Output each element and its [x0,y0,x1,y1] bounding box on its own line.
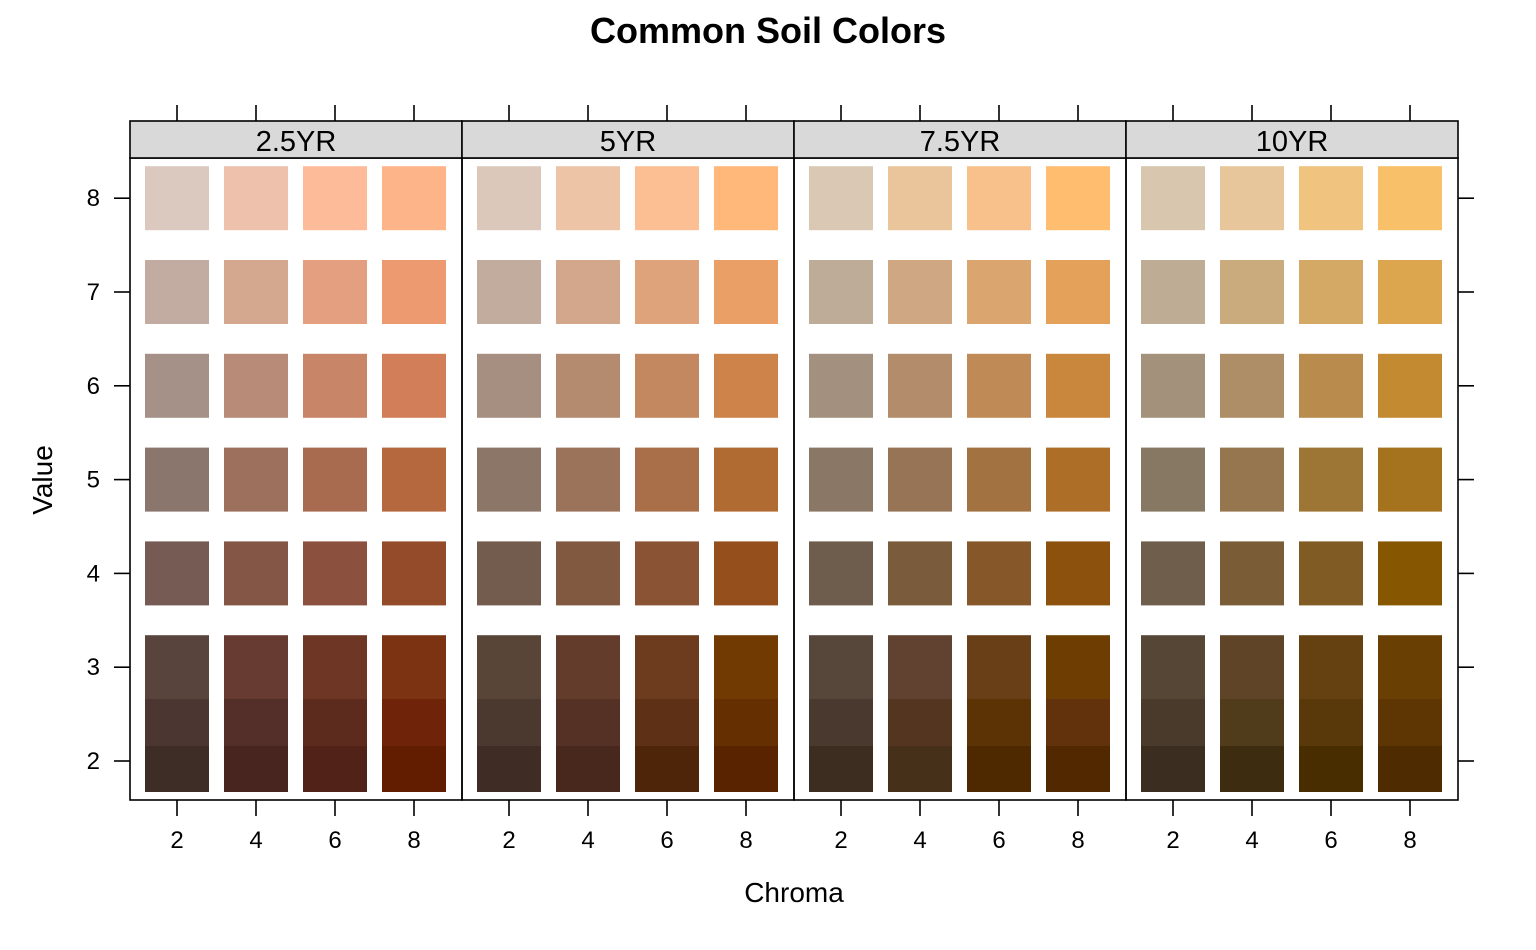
swatch-2_5yr-v8-c4 [224,166,288,230]
y-tick-label-2: 2 [86,748,100,775]
swatch-10yr-v5-c2 [1141,448,1205,512]
x-tick-label-10yr-4: 4 [1245,827,1259,854]
swatch-7_5yr-v2-c2 [809,746,873,792]
swatch-10yr-v2-c4 [1220,746,1284,792]
swatch-5yr-v7-c8 [714,260,778,324]
swatch-7_5yr-v2_5-c2 [809,699,873,747]
swatch-7_5yr-v6-c6 [967,354,1031,418]
swatch-10yr-v8-c6 [1299,166,1363,230]
x-tick-label-7_5yr-6: 6 [992,827,1006,854]
swatch-5yr-v2_5-c6 [635,699,699,747]
swatch-10yr-v3-c2 [1141,635,1205,699]
x-tick-label-10yr-6: 6 [1324,827,1338,854]
swatch-7_5yr-v8-c4 [888,166,952,230]
swatch-7_5yr-v5-c6 [967,448,1031,512]
swatch-2_5yr-v3-c8 [382,635,446,699]
y-tick-label-8: 8 [86,185,100,213]
x-tick-label-2_5yr-6: 6 [328,827,342,854]
swatch-10yr-v6-c6 [1299,354,1363,418]
swatch-7_5yr-v5-c4 [888,448,952,512]
swatch-7_5yr-v4-c4 [888,541,952,605]
swatch-7_5yr-v4-c6 [967,541,1031,605]
swatch-7_5yr-v4-c2 [809,541,873,605]
swatch-10yr-v7-c2 [1141,260,1205,324]
swatch-2_5yr-v4-c4 [224,541,288,605]
swatch-2_5yr-v5-c8 [382,448,446,512]
swatch-7_5yr-v7-c2 [809,260,873,324]
swatch-10yr-v2_5-c8 [1378,699,1442,747]
swatch-10yr-v5-c4 [1220,448,1284,512]
x-tick-label-10yr-2: 2 [1166,827,1180,854]
swatch-5yr-v5-c2 [477,448,541,512]
y-tick-label-4: 4 [86,560,100,588]
swatch-5yr-v8-c6 [635,166,699,230]
swatch-10yr-v6-c2 [1141,354,1205,418]
swatch-7_5yr-v3-c8 [1046,635,1110,699]
y-axis-label: Value [27,445,58,515]
y-tick-label-3: 3 [86,654,100,682]
x-tick-label-5yr-6: 6 [660,827,674,854]
swatch-7_5yr-v7-c8 [1046,260,1110,324]
swatch-10yr-v8-c8 [1378,166,1442,230]
y-tick-label-7: 7 [86,279,100,306]
swatch-7_5yr-v6-c4 [888,354,952,418]
swatch-7_5yr-v8-c6 [967,166,1031,230]
swatch-5yr-v7-c6 [635,260,699,324]
swatch-2_5yr-v2_5-c4 [224,699,288,747]
swatch-10yr-v2_5-c6 [1299,699,1363,747]
swatch-5yr-v7-c2 [477,260,541,324]
x-tick-label-2_5yr-2: 2 [170,827,184,854]
swatch-2_5yr-v8-c2 [145,166,209,230]
swatch-10yr-v7-c6 [1299,260,1363,324]
x-tick-label-5yr-4: 4 [581,827,595,854]
swatch-10yr-v4-c8 [1378,541,1442,605]
swatch-5yr-v2_5-c4 [556,699,620,747]
strip-label-5yr: 5YR [599,126,657,158]
swatch-7_5yr-v8-c2 [809,166,873,230]
swatch-5yr-v8-c4 [556,166,620,230]
swatch-2_5yr-v4-c6 [303,541,367,605]
swatch-2_5yr-v4-c8 [382,541,446,605]
swatch-10yr-v4-c4 [1220,541,1284,605]
swatch-5yr-v4-c6 [635,541,699,605]
swatch-5yr-v4-c4 [556,541,620,605]
swatch-5yr-v2-c6 [635,746,699,792]
swatch-10yr-v7-c8 [1378,260,1442,324]
x-tick-label-7_5yr-2: 2 [834,827,848,854]
swatch-10yr-v3-c6 [1299,635,1363,699]
swatch-7_5yr-v3-c2 [809,635,873,699]
swatch-2_5yr-v8-c6 [303,166,367,230]
swatch-2_5yr-v7-c4 [224,260,288,324]
swatch-2_5yr-v6-c4 [224,354,288,418]
swatch-10yr-v3-c8 [1378,635,1442,699]
swatch-10yr-v8-c2 [1141,166,1205,230]
swatch-5yr-v3-c8 [714,635,778,699]
swatch-5yr-v7-c4 [556,260,620,324]
strip-label-7_5yr: 7.5YR [919,126,1001,158]
swatch-5yr-v2-c4 [556,746,620,792]
x-tick-label-2_5yr-8: 8 [407,827,421,854]
swatch-5yr-v5-c8 [714,448,778,512]
swatch-5yr-v6-c4 [556,354,620,418]
swatch-2_5yr-v5-c4 [224,448,288,512]
swatch-2_5yr-v6-c2 [145,354,209,418]
swatch-7_5yr-v5-c2 [809,448,873,512]
swatch-2_5yr-v7-c6 [303,260,367,324]
swatch-2_5yr-v2_5-c8 [382,699,446,747]
swatch-2_5yr-v8-c8 [382,166,446,230]
swatch-5yr-v6-c6 [635,354,699,418]
swatch-7_5yr-v2-c6 [967,746,1031,792]
swatch-7_5yr-v3-c4 [888,635,952,699]
swatch-7_5yr-v7-c4 [888,260,952,324]
swatch-5yr-v8-c8 [714,166,778,230]
x-tick-label-10yr-8: 8 [1403,827,1417,854]
swatch-10yr-v5-c8 [1378,448,1442,512]
swatch-10yr-v2-c8 [1378,746,1442,792]
swatch-7_5yr-v5-c8 [1046,448,1110,512]
strip-label-10yr: 10YR [1255,126,1329,158]
swatch-5yr-v3-c2 [477,635,541,699]
swatch-5yr-v4-c8 [714,541,778,605]
swatch-10yr-v3-c4 [1220,635,1284,699]
swatch-2_5yr-v2-c4 [224,746,288,792]
swatch-5yr-v2_5-c2 [477,699,541,747]
swatch-2_5yr-v2-c6 [303,746,367,792]
swatch-5yr-v2-c2 [477,746,541,792]
swatch-2_5yr-v2-c8 [382,746,446,792]
swatch-5yr-v2-c8 [714,746,778,792]
swatch-2_5yr-v3-c6 [303,635,367,699]
swatch-7_5yr-v2-c8 [1046,746,1110,792]
swatch-2_5yr-v7-c2 [145,260,209,324]
swatch-10yr-v5-c6 [1299,448,1363,512]
x-tick-label-5yr-8: 8 [739,827,753,854]
x-axis-label: Chroma [744,877,844,908]
swatch-7_5yr-v6-c8 [1046,354,1110,418]
swatch-5yr-v8-c2 [477,166,541,230]
swatch-7_5yr-v3-c6 [967,635,1031,699]
swatch-5yr-v3-c4 [556,635,620,699]
swatch-2_5yr-v6-c6 [303,354,367,418]
x-tick-label-7_5yr-4: 4 [913,827,927,854]
plot-area [87,105,1474,854]
swatch-5yr-v6-c2 [477,354,541,418]
swatch-2_5yr-v6-c8 [382,354,446,418]
y-tick-label-6: 6 [86,372,100,400]
swatch-10yr-v6-c8 [1378,354,1442,418]
swatch-10yr-v4-c2 [1141,541,1205,605]
swatch-7_5yr-v7-c6 [967,260,1031,324]
swatch-10yr-v2_5-c4 [1220,699,1284,747]
swatch-10yr-v6-c4 [1220,354,1284,418]
swatch-5yr-v6-c8 [714,354,778,418]
swatch-5yr-v4-c2 [477,541,541,605]
swatch-7_5yr-v4-c8 [1046,541,1110,605]
swatch-7_5yr-v2_5-c4 [888,699,952,747]
swatch-2_5yr-v4-c2 [145,541,209,605]
swatch-7_5yr-v8-c8 [1046,166,1110,230]
swatch-5yr-v2_5-c8 [714,699,778,747]
y-tick-label-5: 5 [86,466,100,494]
swatch-2_5yr-v3-c2 [145,635,209,699]
x-tick-label-2_5yr-4: 4 [249,827,263,854]
swatch-7_5yr-v2_5-c8 [1046,699,1110,747]
swatch-2_5yr-v2-c2 [145,746,209,792]
swatch-10yr-v2-c2 [1141,746,1205,792]
swatch-7_5yr-v2-c4 [888,746,952,792]
swatch-2_5yr-v7-c8 [382,260,446,324]
chart-title: Common Soil Colors [589,10,947,51]
swatch-2_5yr-v5-c6 [303,448,367,512]
swatch-5yr-v3-c6 [635,635,699,699]
swatch-2_5yr-v3-c4 [224,635,288,699]
swatch-5yr-v5-c6 [635,448,699,512]
swatch-10yr-v4-c6 [1299,541,1363,605]
swatch-2_5yr-v5-c2 [145,448,209,512]
swatch-10yr-v2-c6 [1299,746,1363,792]
swatch-7_5yr-v6-c2 [809,354,873,418]
swatch-10yr-v7-c4 [1220,260,1284,324]
swatch-7_5yr-v2_5-c6 [967,699,1031,747]
swatch-2_5yr-v2_5-c2 [145,699,209,747]
x-tick-label-7_5yr-8: 8 [1071,827,1085,854]
swatch-5yr-v5-c4 [556,448,620,512]
strip-label-2_5yr: 2.5YR [255,126,337,158]
swatch-2_5yr-v2_5-c6 [303,699,367,747]
swatch-10yr-v2_5-c2 [1141,699,1205,747]
x-tick-label-5yr-2: 2 [502,827,516,854]
swatch-10yr-v8-c4 [1220,166,1284,230]
